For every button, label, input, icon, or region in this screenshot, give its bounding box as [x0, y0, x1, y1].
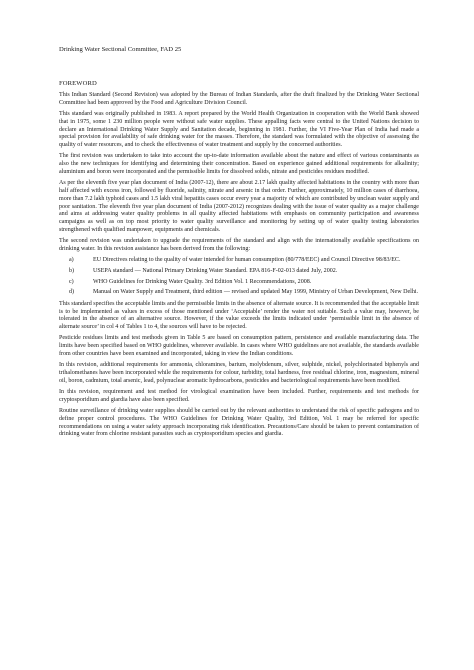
committee-header: Drinking Water Sectional Committee, FAD 25 — [59, 46, 182, 53]
foreword-heading: FOREWORD — [59, 80, 97, 87]
reference-marker: a) — [69, 257, 74, 264]
reference-item — [59, 257, 419, 265]
reference-text: WHO Guidelines for Drinking Water Quality. 3rd Edition Vol. 1 Recommendations, 2008. — [93, 278, 312, 285]
paragraph-plan-document: As per the eleventh five year plan document of India (2007-12), there are about 2.17 lakh quality affected habitations in the country with more than half affected with excess iron, followed by fluoride, salinity, nitrate and arsenic in that order. Further, approximately, 10 million cases of diarrhoea, more than 7.2 lakh typhoid cases and 1.5 lakh viral hepatitis cases occur every year a majority of which are contributed by unclean water supply and poor sanitation. The eleventh five year plan document of India (2007-2012) recognizes dealing with the issue of water quality as a major challenge and aims at addressing water quality problems in all quality affected habitations with emphasis on community participation and awareness campaigns as well as on top most priority to water quality surveillance and monitoring by setting up of water quality testing laboratories strengthened with qualified manpower, equipments and chemicals. — [59, 180, 419, 233]
reference-list — [59, 257, 419, 297]
reference-marker: d) — [69, 289, 75, 296]
paragraph-limits: This standard specifies the acceptable limits and the permissible limits in the absence of alternate source. It is recommended that the acceptable limit is to be implemented as values in excess of those mentioned under ‘Acceptable’ render the water not suitable. Such a value may, however, be tolerated in the absence of an alternative source. However, if the value exceeds the limits indicated under ‘permissible limit in the absence of alternate source’ in col 4 of Tables 1 to 4, the sources will have to be rejected. — [59, 300, 419, 331]
paragraph-pesticides: Pesticide residues limits and test methods given in Table 5 are based on consumption pattern, persistence and available manufacturing data. The limits have been specified based on WHO guidelines, wherever available. In cases where WHO guidelines are not available, the standards available from other countries have been examined and incorporated, taking in view the Indian conditions. — [59, 335, 419, 357]
reference-item — [59, 289, 419, 297]
paragraph-virological: In this revision, requirement and test method for virological examination have been included. Further, requirements and test methods for cryptosporidium and giardia have also been specified. — [59, 389, 419, 403]
reference-marker: b) — [69, 267, 75, 274]
paragraph-second-revision: The second revision was undertaken to upgrade the requirements of the standard and align with the internationally available specifications on drinking water. In this revision assistance has been derived from the following: — [59, 238, 419, 252]
reference-text: EU Directives relating to the quality of water intended for human consumption (80/778/EEC) and Council Directive 98/83/EC. — [93, 257, 401, 264]
reference-marker: c) — [69, 278, 74, 285]
paragraph-additional-requirements: In this revision, additional requirements for ammonia, chloramines, barium, molybdenum, silver, sulphide, nickel, polychlorinated biphenyls and trihalomethanes have been incorporated while the requirements for colour, turbidity, total hardness, free residual chlorine, iron, magnesium, mineral oil, boron, cadmium, total arsenic, lead, polynuclear aromatic hydrocarbons, pesticides and bacteriological requirements have been modified. — [59, 362, 419, 384]
document-page — [59, 46, 419, 443]
reference-text: Manual on Water Supply and Treatment, third edition — revised and updated May 1999, Ministry of Urban Development, New Delhi. — [93, 289, 419, 296]
reference-item — [59, 279, 419, 287]
reference-text: USEPA standard — National Primary Drinking Water Standard. EPA 816-F-02-013 dated July, 2002. — [93, 267, 338, 274]
paragraph-history: This standard was originally published in 1983. A report prepared by the World Health Organization in cooperation with the World Bank showed that in 1975, some 1 230 million people were without safe water supplies. These appalling facts were central to the United Nations decision to declare an International Drinking Water Supply and Sanitation decade, beginning in 1981. Further, the VI Five-Year Plan of India had made a special provision for availability of safe drinking water for the masses. Therefore, the standard was formulated with the objective of assessing the quality of water resources, and to check the effectiveness of water treatment and supply by the concerned authorities. — [59, 111, 419, 149]
paragraph-first-revision: The first revision was undertaken to take into account the up-to-date information available about the nature and effect of various contaminants as also the new techniques for identifying and determining their concentration. Based on experience gained additional requirements for alkalinity; aluminium and boron were incorporated and the permissible limits for dissolved solids, nitrate and pesticides residues modified. — [59, 153, 419, 175]
paragraph-adoption: This Indian Standard (Second Revision) was adopted by the Bureau of Indian Standards, after the draft finalized by the Drinking Water Sectional Committee had been approved by the Food and Agriculture Division Council. — [59, 92, 419, 106]
paragraph-surveillance: Routine surveillance of drinking water supplies should be carried out by the relevant authorities to understand the risk of specific pathogens and to define proper control procedures. The WHO Guidelines for Drinking Water Quality, 3rd Edition, Vol. 1 may be referred for specific recommendations on using a water safety approach incorporating risk identification. Precautions/Care should be taken to prevent contamination of drinking water from chlorine resistant parasites such as cryptosporidium species and giardia. — [59, 408, 419, 438]
reference-item — [59, 268, 419, 276]
